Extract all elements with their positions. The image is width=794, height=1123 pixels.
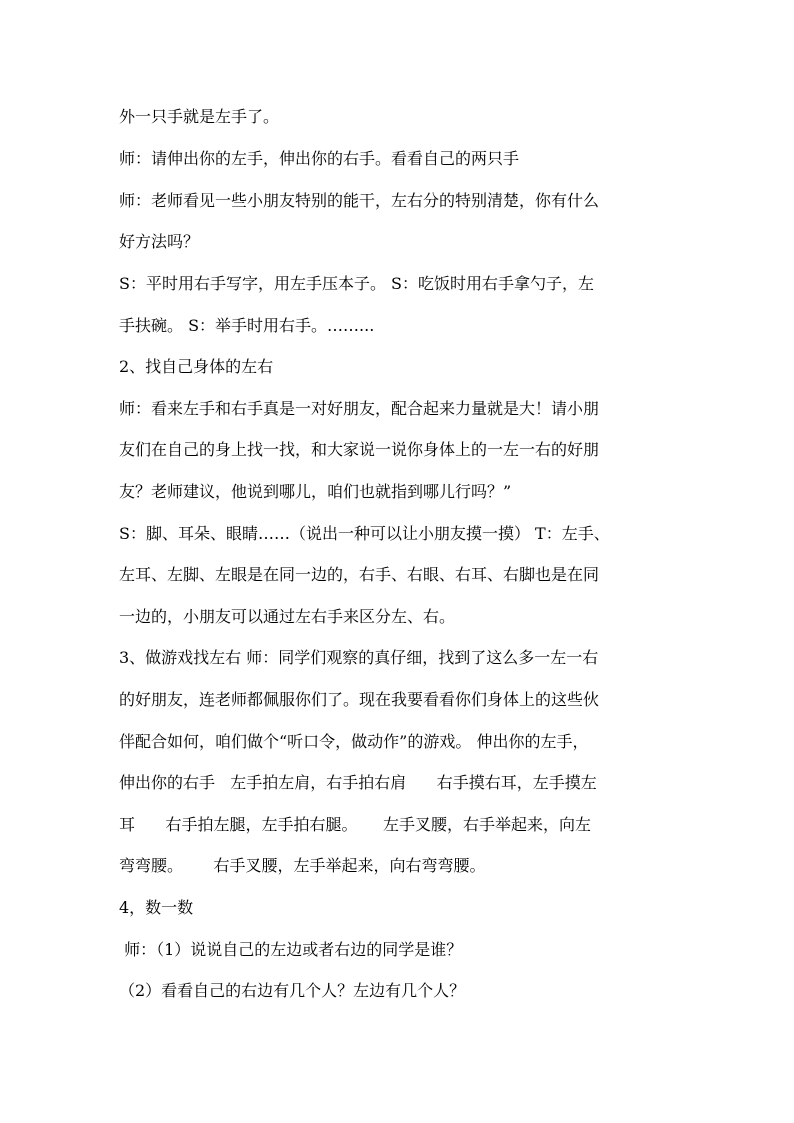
text-line: 手扶碗。 S：举手时用右手。……...	[119, 316, 375, 335]
text-line: （2）看看自己的右边有几个人？左边有几个人？	[119, 981, 466, 1000]
text-line: 师：（1）说说自己的左边或者右边的同学是谁？	[119, 940, 463, 959]
text-line: 好方法吗？	[119, 232, 200, 251]
text-line: 友们在自己的身上找一找，和大家说一说你身体上的一左一右的好朋	[119, 440, 600, 459]
text-line: S：脚、耳朵、眼睛……（说出一种可以让小朋友摸一摸） T：左手、	[119, 524, 610, 543]
section-heading: 3、做游戏找左右 师：同学们观察的真仔细，找到了这么多一左一右	[119, 648, 599, 667]
text-line: 的好朋友，连老师都佩服你们了。现在我要看看你们身体上的这些伙	[119, 690, 600, 709]
section-heading: 4，数一数	[119, 898, 194, 917]
text-line: 耳 右手拍左腿，左手拍右腿。 左手叉腰，右手举起来，向左	[119, 815, 591, 834]
text-line: 一边的，小朋友可以通过左右手来区分左、右。	[119, 607, 456, 626]
text-line: S：平时用右手写字，用左手压本子。 S：吃饭时用右手拿勺子，左	[119, 274, 595, 293]
text-line: 左耳、左脚、左眼是在同一边的，右手、右眼、右耳、右脚也是在同	[119, 565, 600, 584]
text-line: 师：老师看见一些小朋友特别的能干，左右分的特别清楚，你有什么	[119, 191, 600, 210]
text-line: 师：请伸出你的左手，伸出你的右手。看看自己的两只手	[119, 149, 520, 168]
text-line: 伴配合如何，咱们做个“听口令，做动作”的游戏。 伸出你的左手，	[119, 732, 589, 751]
section-heading: 2、找自己身体的左右	[119, 357, 274, 376]
text-line: 友？老师建议，他说到哪儿，咱们也就指到哪儿行吗？”	[119, 482, 512, 501]
text-line: 外一只手就是左手了。	[119, 107, 280, 126]
text-line: 师：看来左手和右手真是一对好朋友，配合起来力量就是大！请小朋	[119, 399, 600, 418]
text-line: 弯弯腰。 右手叉腰，左手举起来，向右弯弯腰。	[119, 856, 486, 875]
text-line: 伸出你的右手 左手拍左肩，右手拍右肩 右手摸右耳，左手摸左	[119, 773, 597, 792]
